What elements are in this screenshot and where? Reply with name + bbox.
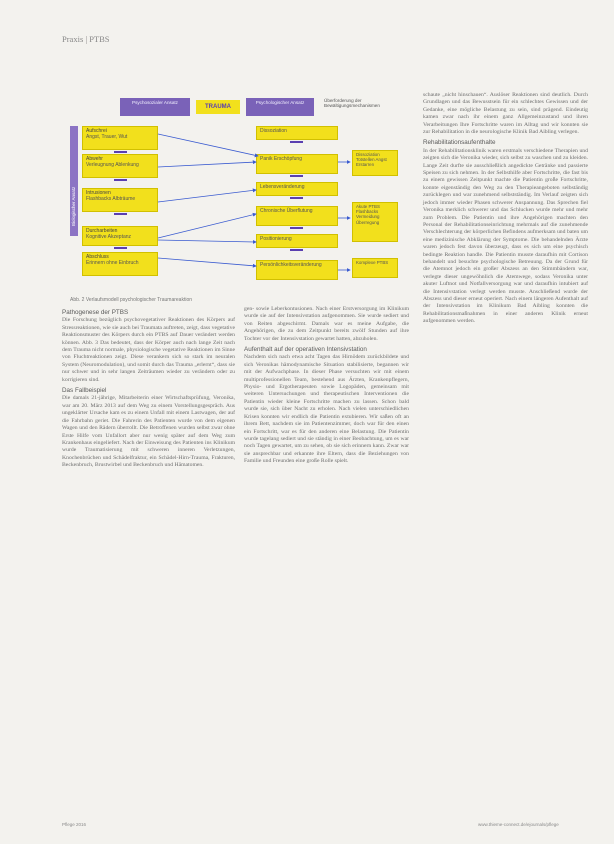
top-left-box: Psychosozialer Ansatz xyxy=(120,98,190,116)
trauma-box: TRAUMA xyxy=(196,100,240,114)
left-box-title: Abschluss xyxy=(86,254,109,260)
column-3 xyxy=(423,92,588,326)
right-box: Komplexe PTBS xyxy=(352,258,398,278)
mid-box: Chronische Überflutung xyxy=(256,206,338,226)
left-box-sub: Verleugnung Ablenkung xyxy=(86,162,139,168)
running-head: Praxis | PTBS xyxy=(62,34,110,44)
section-heading: Rehabilitationsaufenthalte xyxy=(423,139,496,147)
section-heading: Aufenthalt auf der operativen Intensivstation xyxy=(244,346,367,354)
side-label: Biologischer Ansatz xyxy=(71,186,76,226)
column-1 xyxy=(62,306,235,470)
mid-box: Positionierung xyxy=(256,234,338,248)
top-note: Überforderung der Bewältigungsmechanismen xyxy=(324,98,380,109)
paragraph: gen- sowie Leberkontusionen. Nach einer Erstversorgung im Klinikum wurde sie auf der Intensivstation aufgenommen. Sie wurde sediert und von Reiten abgeschirmt. Damals war es meine Aufgabe, die Angehörigen, die zu dem Zeitpunkt bereits zwölf Stunden auf ihre Tochter vor der Intensivstation gewartet hatten, abzuholen. xyxy=(244,306,409,342)
right-box: Akute PTBS Flashbacks Vermeidung Überregung xyxy=(352,202,398,242)
mid-box: Panik Erschöpfung xyxy=(256,154,338,174)
figure-caption: Abb. 2 Verlaufsmodell psychologischer Traumareaktion xyxy=(70,297,193,303)
left-box-sub: Kognitive Akzeptanz xyxy=(86,234,132,240)
left-box-title: Aufschrei xyxy=(86,128,107,134)
mid-box: Lebensveränderung xyxy=(256,182,338,196)
mid-box: Persönlichkeitsveränderung xyxy=(256,260,338,280)
paragraph: In der Rehabilitationsklinik waren erstmals verschiedene Therapien und zeigten sich die Veronika wieder, sich selbst zu waschen und zu kleiden. Lange Zeit durfte sie ausschließlich angedickte Getränke und passierte Speisen zu sich nehmen. In der Selbsthilfe aber Fortschritte, die fast bis zu einem gewissen Zeitpunkt machte die Patientin große Fortschritte, konnte eigenständig den Weg zu den Therapieangeboten selbständig zurücklegen und war zunehmend selbstständig. Im Verlauf zeigten sich jedoch immer wieder Phasen schwerer Anspannung. Das Sprechen fiel Veronika merklich schwerer und das Schlucken wurde mehr und mehr zum Problem. Die Patientin und ihre Angehörigen machten den Personal der Rehabilitationseinrichtung mehrmals auf die zunehmende Verschlechterung der körperlichen Befindens aufmerksam und baten um eine medizinische Abklärung der Symptome. Die behandelnden Ärzte waren jedoch fest davon überzeugt, dass es sich um eine psychisch bedingte Reaktion handle. Die Patientin musste daraufhin mit Cortison behandelt und besuchte psychologische Betreuung. Da der Grund für die Atemnot jedoch ein großer Abszess an den Stimmbändern war, verlegte dieser ungewöhnlich die Atemwege, sodass Veronika unter akuter Luftnot und Notfallversorgung war und daraufhin intubiert auf die Intensivstation verlegt werden musste. Anschließend wurde der Abszess und dieser erneut operiert. Nach einem längeren Aufenthalt auf der Intensivstation im Klinikum Bad Aibling konnten die Rehabilitationsmaßnahmen in einer anderen Klinik erneut aufgenommen werden. xyxy=(423,147,588,325)
arrows xyxy=(70,92,400,297)
left-box-sub: Angst, Trauer, Wut xyxy=(86,134,128,140)
left-box-title: Intrusionen xyxy=(86,190,111,196)
figure-diagram xyxy=(70,92,400,297)
left-box-title: Abwehr xyxy=(86,156,103,162)
column-2 xyxy=(244,306,409,466)
top-right-box: Psychologischer Ansatz xyxy=(246,98,314,116)
left-box-sub: Flashbacks Albträume xyxy=(86,196,136,202)
paragraph: Die damals 21-jährige, Mitarbeiterin einer Wirtschaftsprüfung, Veronika, war am 20. März 2013 auf dem Weg zu einem Vorstellungsgespräch. Aus ungeklärter Ursache kam es zu einem Unfall mit einem Lastwagen, der auf die Fahrbahn geriet. Die Fahrerin des Patienten wurde von dem eigenen Wagen und den Rädern überrollt. Die Betroffenen wurden selbst zwar ohne Erste Hilfe vom Unfallort aber nur wenig später auf dem Weg zum Krankenhaus eingeliefert. Nach der Einweisung des Patienten ins Klinikum wurde Traumatisierung mit schweren inneren Verletzungen, Knochenbrüchen und Schädelfraktur, ein Schädel-Hirn-Trauma, Frakturen, Beckenbruch, Brustwirbel und Beckenbruch und Hämatomen. xyxy=(62,395,235,469)
right-box: Dissoziation Totstellen Angst Erstarren xyxy=(352,150,398,176)
paragraph: schaute „nicht hinschauen“. Auslöser Reaktionen sind deutlich. Durch Grundlagen und das Bewusstsein für ein schlechtes Gewissen und der Gedanke, eine mögliche Belastung zu sein, sind prägend. Eindeutig kamen zwar nach ihr einem ganz Allgemeinzustand und ihren Verarbeitungen Ihre Fortschritte waren im Alltag und wir konnten sie zur Rehabilitation in die neurologische Klinik Bad Aibling verlegen. xyxy=(423,92,588,136)
footer-left: Pflege 2016 xyxy=(62,822,87,827)
mid-box: Dissoziation xyxy=(256,126,338,140)
paragraph: Die Forschung bezüglich psychovegetativer Reaktionen des Körpers auf Stressreaktionen, wie sie auch bei Traumata auftreten, zeigt, dass vegetative Reaktionsmuster des Körpers durch ein PTBS auf Dauer verändert werden können. Abb. 3 Das bedeutet, dass der Körper auch nach lange Zeit nach dem Trauma nicht normale, physiologische vegetative Reaktionen im Sinne von Fluchtreaktionen zeigt. Diese verankern sich so stark im neuralen System (Neuromodulation), und somit durch das Trauma „erlernt“, dass sie nur schwer und in sehr langen Zeiträumen wieder zu verändern oder zu korrigieren sind. xyxy=(62,317,235,383)
paragraph: Nachdem sich nach etwa acht Tagen das Hirnödem zurückbildete und sich Veronikas hämodynamische Situation stabilisierte, begannen wir mit der Aufwachphase. In dieser Phase versuchten wir mit einem multiprofessionellen Team, bestehend aus Ärzten, Krankenpflegern, Physio- und Ergotherapeuten sowie Logopäden, gemeinsam mit weiteren Untersuchungen und therapeutischen Interventionen die Patientin wieder kleine Fortschritte machen zu lassen. Schon bald wurde sie, sich über Nacht zu erholen. Nach vielen unterschiedlichen Krisen konnten wir endlich die Patientin extubieren. Wir saßen oft an ihrem Bett, nachdem sie im Patientenzimmer, doch war für den einen ein Fortschritt, war es für den anderen eine Belastung. Die Patientin wurde tagelang sediert und sie ständig in einer Beobachtung, um es war noch Tagen gewartet, um zu sehen, ob sie sich erinnern kann. Zwar war sie ansprechbar und erkannte ihre Eltern, dass die Beziehungen von Familie und Freunden eine große Rolle spielt. xyxy=(244,354,409,465)
left-box-title: Durcharbeiten xyxy=(86,228,118,234)
footer-right: www.thieme-connect.de/ejournals/pflege xyxy=(478,822,559,827)
section-heading: Pathogenese der PTBS xyxy=(62,309,129,316)
section-heading: Das Fallbeispiel xyxy=(62,387,107,395)
left-box-sub: Erinnern ohne Einbruch xyxy=(86,260,139,266)
